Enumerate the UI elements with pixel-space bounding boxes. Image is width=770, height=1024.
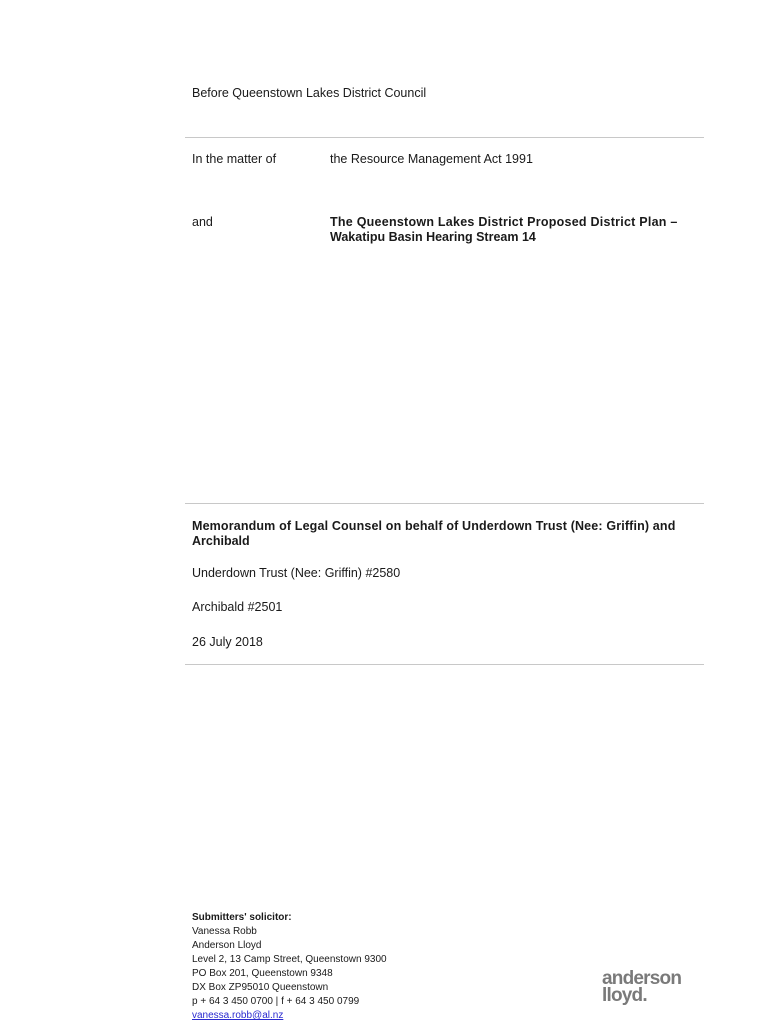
memo-title bbox=[192, 519, 697, 549]
solicitor-dx-box: DX Box ZP95010 Queenstown bbox=[192, 982, 329, 993]
divider-middle bbox=[185, 503, 704, 504]
solicitor-phone-fax: p + 64 3 450 0700 | f + 64 3 450 0799 bbox=[192, 996, 360, 1007]
solicitor-name: Vanessa Robb bbox=[192, 926, 257, 937]
solicitor-firm: Anderson Lloyd bbox=[192, 940, 262, 951]
matter-label-2: and bbox=[192, 215, 213, 229]
matter-value-1: the Resource Management Act 1991 bbox=[330, 152, 533, 166]
memo-title-line2: Archibald bbox=[192, 534, 250, 548]
solicitor-heading: Submitters' solicitor: bbox=[192, 912, 292, 923]
memo-date: 26 July 2018 bbox=[192, 635, 263, 649]
matter-label-1: In the matter of bbox=[192, 152, 277, 166]
submitter-archibald: Archibald #2501 bbox=[192, 600, 283, 614]
solicitor-block bbox=[192, 911, 387, 1023]
matter-value-2 bbox=[330, 215, 697, 245]
logo-line-2: lloyd. bbox=[602, 985, 647, 1006]
anderson-lloyd-logo bbox=[602, 970, 681, 1004]
divider-bottom bbox=[185, 664, 704, 665]
submitter-underdown: Underdown Trust (Nee: Griffin) #2580 bbox=[192, 566, 401, 580]
logo-line-1: anderson bbox=[602, 968, 682, 989]
matter-value-2-line2: Wakatipu Basin Hearing Stream 14 bbox=[330, 230, 536, 244]
solicitor-address: Level 2, 13 Camp Street, Queenstown 9300 bbox=[192, 954, 387, 965]
matter-value-2-line1: The Queenstown Lakes District Proposed District Plan – bbox=[330, 215, 678, 229]
council-heading: Before Queenstown Lakes District Council bbox=[192, 86, 427, 100]
memo-title-line1: Memorandum of Legal Counsel on behalf of Underdown Trust (Nee: Griffin) and bbox=[192, 519, 676, 533]
divider-top bbox=[185, 137, 704, 138]
solicitor-email-link[interactable]: vanessa.robb@al.nz bbox=[192, 1010, 284, 1021]
solicitor-po-box: PO Box 201, Queenstown 9348 bbox=[192, 968, 333, 979]
